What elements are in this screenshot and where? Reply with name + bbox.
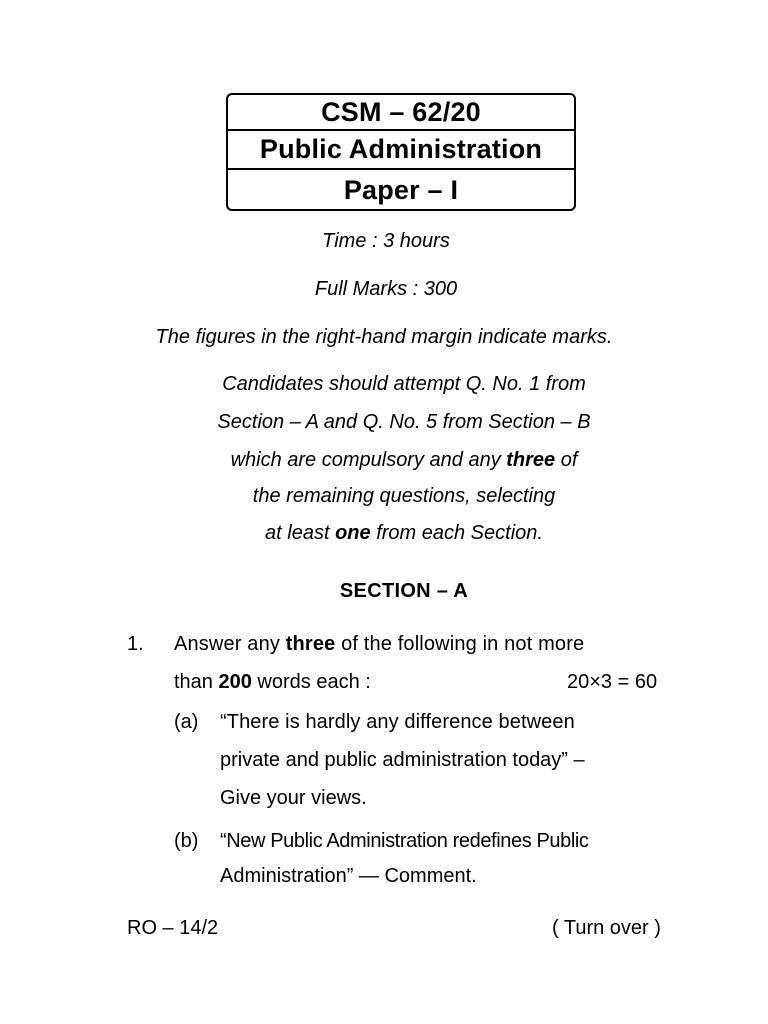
exam-time: Time : 3 hours [322, 230, 450, 252]
question-1-line-1-bold: three [285, 633, 336, 655]
question-1-line-2-bold: 200 [218, 671, 252, 693]
instruction-line-4: the remaining questions, selecting [252, 485, 556, 507]
instruction-line-1: Candidates should attempt Q. No. 1 from [222, 373, 586, 395]
sub-question-a-line-2: private and public administration today” – [220, 749, 585, 771]
instruction-line-3-pre: which are compulsory and any [230, 449, 507, 471]
question-1-line-2-post: words each : [251, 671, 371, 693]
question-1-number: 1. [127, 633, 144, 655]
question-1-line-2 [174, 671, 371, 694]
instruction-line-3 [20, 449, 768, 472]
sub-question-b-line-2: Administration” — Comment. [220, 865, 477, 887]
instruction-line-5 [20, 522, 768, 545]
sub-question-b-line-1: “New Public Administration redefines Public [220, 830, 589, 852]
question-1-line-1 [174, 633, 584, 656]
sub-question-a-line-1: “There is hardly any difference between [220, 711, 575, 733]
paper-number: Paper – I [228, 168, 574, 209]
instruction-line-3-bold: three [506, 449, 556, 471]
paper-code: CSM – 62/20 [321, 97, 481, 127]
instruction-line-5-pre: at least [265, 522, 336, 544]
sub-question-b-label: (b) [174, 830, 199, 852]
exam-header-box [226, 93, 576, 211]
question-1-line-1-post: of the following in not more [335, 633, 585, 655]
instruction-line-5-bold: one [335, 522, 371, 544]
sub-question-a-label: (a) [174, 711, 199, 733]
sub-question-a-line-3: Give your views. [220, 787, 367, 809]
instruction-line-5-post: from each Section. [370, 522, 543, 544]
instruction-line-2: Section – A and Q. No. 5 from Section – B [217, 411, 591, 433]
turn-over-note: ( Turn over ) [552, 917, 661, 939]
full-marks: Full Marks : 300 [314, 278, 458, 300]
subject-title: Public Administration [228, 129, 574, 168]
footer-code: RO – 14/2 [127, 917, 219, 939]
question-1-line-1-pre: Answer any [174, 633, 286, 655]
question-1-line-2-pre: than [174, 671, 219, 693]
question-1-marks: 20×3 = 60 [567, 671, 658, 693]
instruction-line-3-post: of [555, 449, 578, 471]
marks-instruction: The figures in the right-hand margin indicate marks. [155, 326, 613, 348]
section-a-title: SECTION – A [339, 580, 469, 602]
